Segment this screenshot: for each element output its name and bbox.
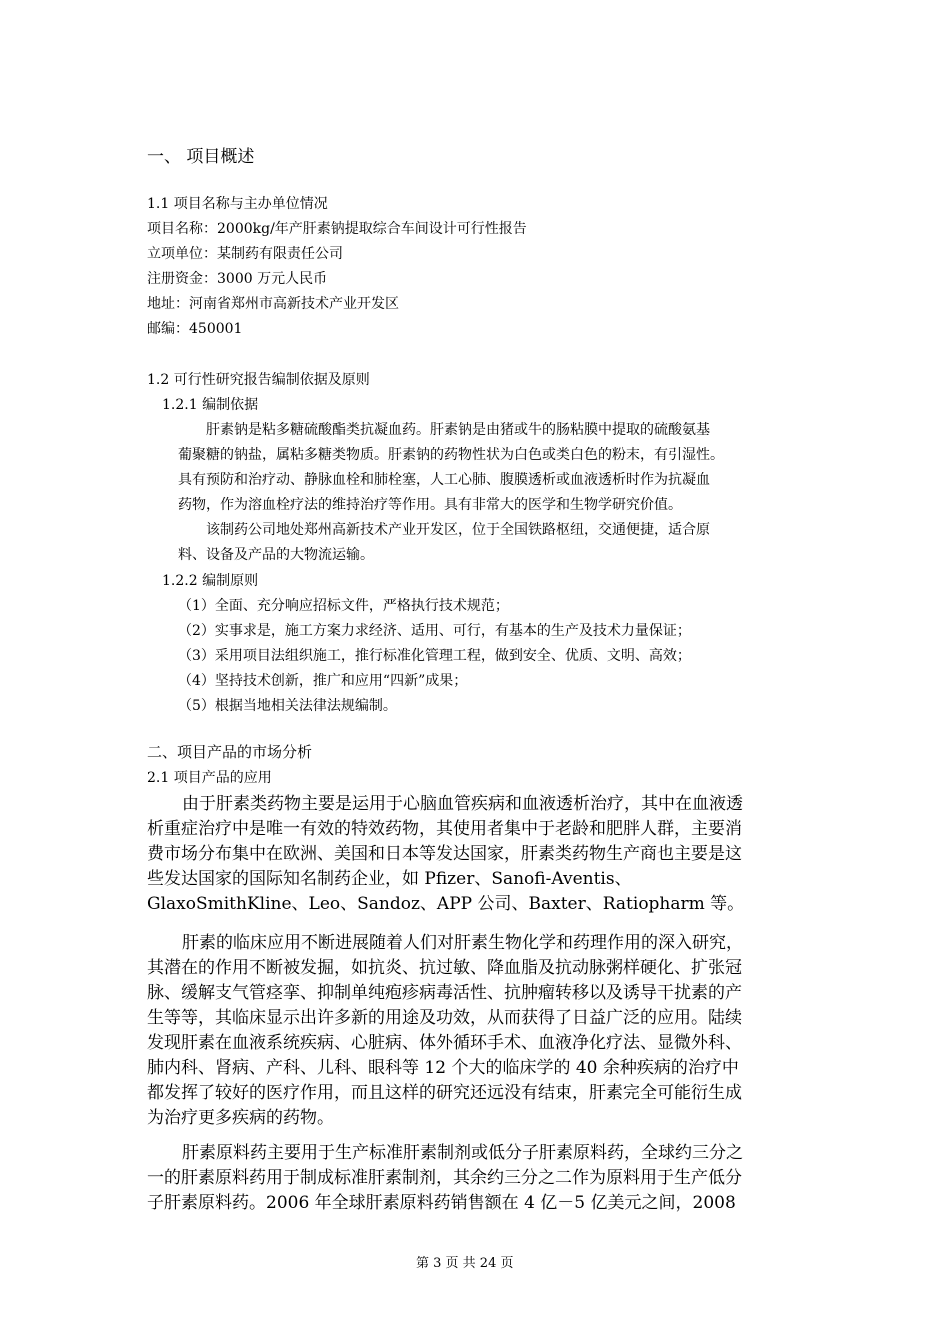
application-para-1-line: 由于肝素类药物主要是运用于心脑血管疾病和血液透析治疗，其中在血液透 (182, 794, 743, 814)
principle-item: （1）全面、充分响应招标文件，严格执行技术规范； (178, 598, 509, 614)
application-para-3-line: 一的肝素原料药用于制成标准肝素制剂，其余约三分之二作为原料用于生产低分 (147, 1168, 742, 1188)
principle-item: （3）采用项目法组织施工，推行标准化管理工程，做到安全、优质、文明、高效； (178, 648, 691, 664)
basis-para-2-line: 该制药公司地处郑州高新技术产业开发区，位于全国铁路枢纽，交通便捷，适合原 (206, 522, 710, 538)
application-para-1-line: 些发达国家的国际知名制药企业，如 Pfizer、Sanofi-Aventis、 (147, 869, 632, 889)
application-para-1-line: GlaxoSmithKline、Leo、Sandoz、APP 公司、Baxter、Ratiopharm 等。 (147, 894, 745, 914)
application-para-1-line: 析重症治疗中是唯一有效的特效药物，其使用者集中于老龄和肥胖人群，主要消 (147, 819, 742, 839)
principle-item: （2）实事求是，施工方案力求经济、适用、可行，有基本的生产及技术力量保证； (178, 623, 691, 639)
basis-para-2-line: 料、设备及产品的大物流运输。 (178, 547, 374, 563)
subsection-1-2-2-heading: 1.2.2 编制原则 (162, 573, 259, 589)
basis-para-1-line: 药物，作为溶血栓疗法的维持治疗等作用。具有非常大的医学和生物学研究价值。 (178, 497, 682, 513)
subsection-2-1-heading: 2.1 项目产品的应用 (147, 770, 272, 786)
application-para-2-line: 肝素的临床应用不断进展随着人们对肝素生物化学和药理作用的深入研究， (182, 933, 743, 953)
application-para-2-line: 脉、缓解支气管痉挛、抑制单纯疱疹病毒活性、抗肿瘤转移以及诱导干扰素的产 (147, 983, 742, 1003)
subsection-1-2-heading: 1.2 可行性研究报告编制依据及原则 (147, 372, 370, 388)
subsection-1-2-1-heading: 1.2.1 编制依据 (162, 397, 259, 413)
postcode-row: 邮编：450001 (147, 321, 243, 337)
basis-para-1-line: 肝素钠是粘多糖硫酸酯类抗凝血药。肝素钠是由猪或牛的肠粘膜中提取的硫酸氨基 (206, 422, 710, 438)
page-number-footer: 第 3 页 共 24 页 (416, 1256, 514, 1271)
application-para-2-line: 生等等，其临床显示出许多新的用途及功效，从而获得了日益广泛的应用。陆续 (147, 1008, 742, 1028)
application-para-2-line: 都发挥了较好的医疗作用，而且这样的研究还远没有结束，肝素完全可能衍生成 (147, 1083, 742, 1103)
registered-capital-row: 注册资金：3000 万元人民币 (147, 271, 328, 287)
principle-item: （4）坚持技术创新，推广和应用“四新”成果； (178, 673, 468, 689)
address-row: 地址：河南省郑州市高新技术产业开发区 (147, 296, 399, 312)
project-name-row: 项目名称：2000kg/年产肝素钠提取综合车间设计可行性报告 (147, 221, 527, 237)
section-2-title: 二、项目产品的市场分析 (147, 743, 313, 761)
application-para-2-line: 为治疗更多疾病的药物。 (147, 1108, 334, 1128)
subsection-1-1-heading: 1.1 项目名称与主办单位情况 (147, 196, 328, 212)
application-para-2-line: 其潜在的作用不断被发掘，如抗炎、抗过敏、降血脂及抗动脉粥样硬化、扩张冠 (147, 958, 742, 978)
application-para-1-line: 费市场分布集中在欧洲、美国和日本等发达国家，肝素类药物生产商也主要是这 (147, 844, 742, 864)
project-unit-row: 立项单位：某制药有限责任公司 (147, 246, 343, 262)
basis-para-1-line: 葡聚糖的钠盐，属粘多糖类物质。肝素钠的药物性状为白色或类白色的粉末，有引湿性。 (178, 447, 724, 463)
application-para-2-line: 肺内科、肾病、产科、儿科、眼科等 12 个大的临床学的 40 余种疾病的治疗中 (147, 1058, 739, 1078)
application-para-3-line: 子肝素原料药。2006 年全球肝素原料药销售额在 4 亿－5 亿美元之间，2008 (147, 1193, 736, 1213)
application-para-2-line: 发现肝素在血液系统疾病、心脏病、体外循环手术、血液净化疗法、显微外科、 (147, 1033, 742, 1053)
principle-item: （5）根据当地相关法律法规编制。 (178, 698, 397, 714)
application-para-3-line: 肝素原料药主要用于生产标准肝素制剂或低分子肝素原料药，全球约三分之 (182, 1143, 743, 1163)
section-1-title: 一、 项目概述 (147, 147, 255, 167)
basis-para-1-line: 具有预防和治疗动、静脉血栓和肺栓塞，人工心肺、腹膜透析或血液透析时作为抗凝血 (178, 472, 710, 488)
